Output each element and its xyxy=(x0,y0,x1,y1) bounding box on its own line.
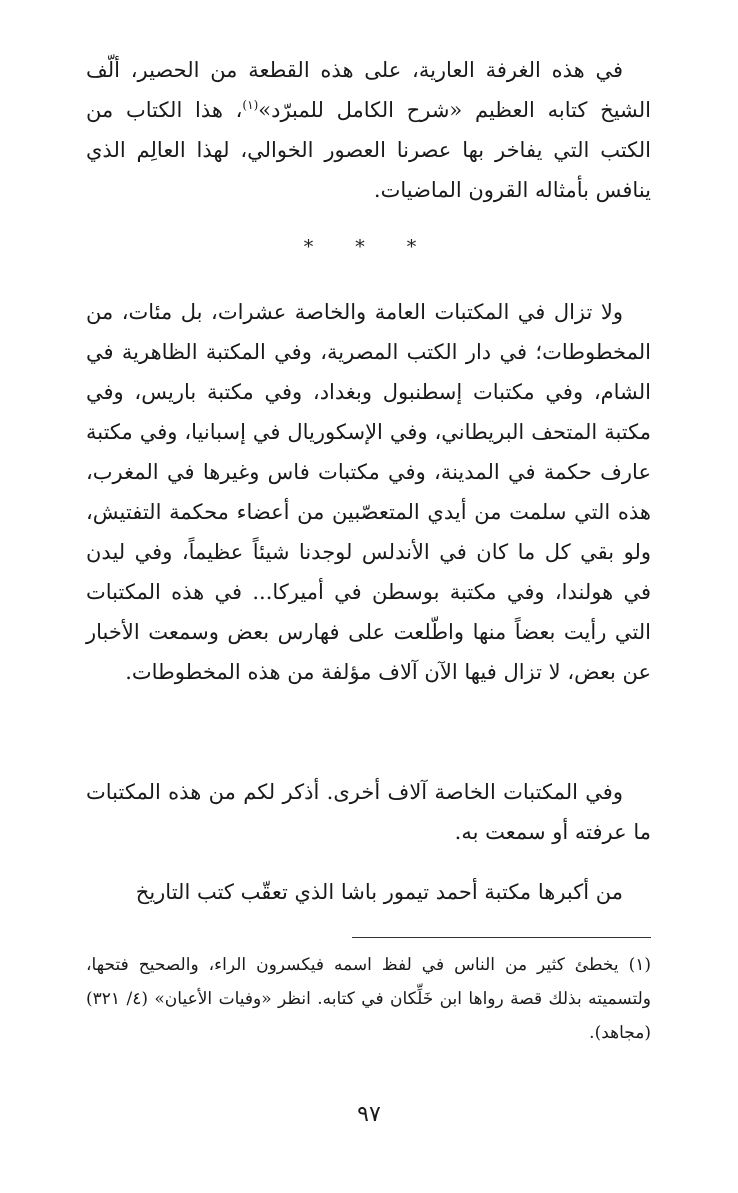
footnote: (١) يخطئ كثير من الناس في لفظ اسمه فيكسرون الراء، والصحيح فتحها، ولتسميته بذلك قصة رواها ابن خَلِّكان في كتابه. انظر «وفيات الأعيان» (٤/ ٣٢١) (مجاهد). xyxy=(86,955,651,1043)
footnote-divider xyxy=(352,937,651,938)
paragraph-4-text: من أكبرها مكتبة أحمد تيمور باشا الذي تعقّب كتب التاريخ xyxy=(135,880,623,904)
paragraph-2 xyxy=(86,292,651,692)
paragraph-1-text-before-ref: في هذه الغرفة العارية، على هذه القطعة من الحصير، ألّف الشيخ كتابه العظيم «شرح الكامل للمبرّد» xyxy=(86,58,651,122)
section-separator: * * * xyxy=(303,236,435,258)
paragraph-2-text: ولا تزال في المكتبات العامة والخاصة عشرات، بل مئات، من المخطوطات؛ في دار الكتب المصرية، وفي المكتبة الظاهرية في الشام، وفي مكتبات إسطنبول وبغداد، وفي مكتبة باريس، وفي مكتبة المتحف البريطاني، وفي الإسكوريال في إسبانيا، وفي مكتبة عارف حكمة في المدينة، وفي مكتبات فاس وغيرها في المغرب، هذه التي سلمت من أيدي المتعصّبين من أعضاء محكمة التفتيش، ولو بقي كل ما كان في الأندلس لوجدنا شيئاً عظيماً، وفي ليدن في هولندا، وفي مكتبة بوسطن في أميركا... في هذه المكتبات التي رأيت بعضاً منها واطّلعت على فهارس بعض وسمعت الأخبار عن بعض، لا تزال فيها الآن آلاف مؤلفة من هذه المخطوطات. xyxy=(86,300,651,684)
footnote-reference: (١) xyxy=(242,98,259,112)
paragraph-1 xyxy=(86,50,651,210)
page-number: ٩٧ xyxy=(357,1102,381,1127)
paragraph-4 xyxy=(86,872,651,912)
paragraph-3-text: وفي المكتبات الخاصة آلاف أخرى. أذكر لكم من هذه المكتبات ما عرفته أو سمعت به. xyxy=(86,780,651,844)
paragraph-1-text-after-ref: ، هذا الكتاب من الكتب التي يفاخر بها عصرنا العصور الخوالي، لهذا العالِم الذي ينافس بأمثاله القرون الماضيات. xyxy=(86,98,651,202)
paragraph-3 xyxy=(86,772,651,852)
